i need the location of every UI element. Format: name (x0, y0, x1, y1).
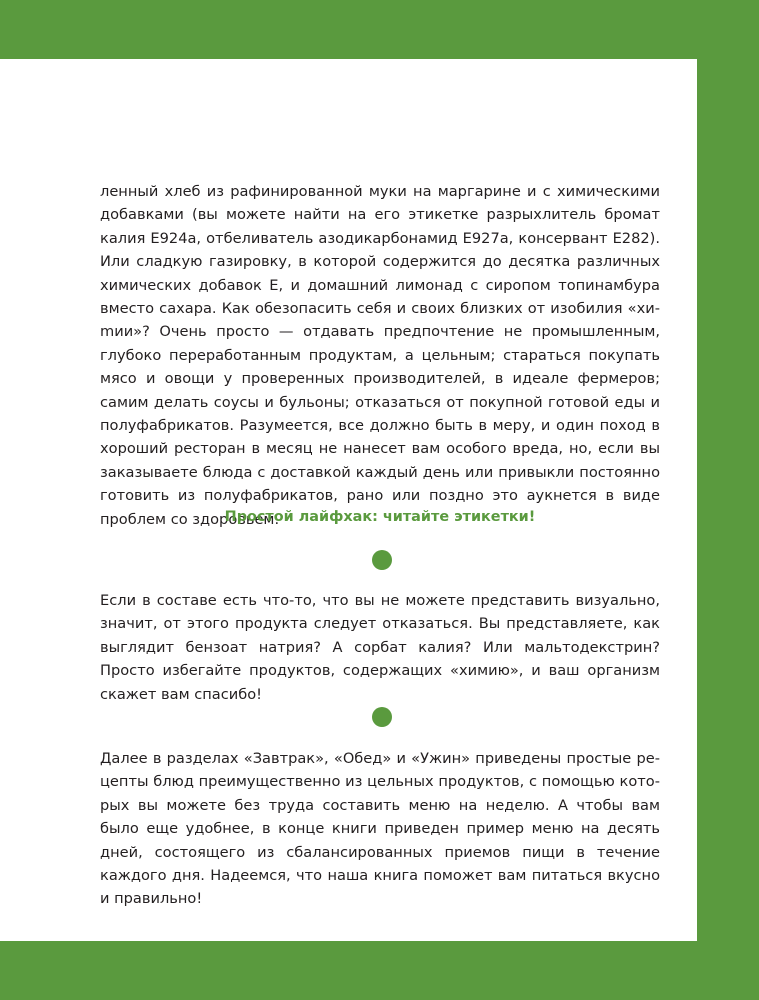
body-paragraph-1: ленный хлеб из рафинированной муки на маргарине и с химическими добавками (вы можете найти на его этикетке разрыхлитель бромат калия E924a, отбеливатель азодикарбонамид E927a, консервант E282). Или сладкую газировку, в которой содержится до десятка различных химических добавок Е, и домашний лимонад с сиропом топинамбура вместо сахара. Как обезопасить себя и своих близких от изобилия «хиmии»? Очень просто — отдавать предпочтение не промышленным, глубоко переработанным продуктам, а цельным; стараться покупать мясо и овощи у проверенных производителей, в идеале фермеров; самим делать соусы и бульоны; отказаться от покупной готовой еды и полуфабрикатов. Разумеется, все должно быть в меру, и один поход в хороший ресторан в месяц не нанесет вам особого вреда, но, если вы заказываете блюда с доставкой каждый день или привыкли постоянно готовить из полуфабрикатов, рано или поздно это аукнется в виде проблем со здоровьем. (100, 183, 660, 528)
body-paragraph-3: Далее в разделах «Завтрак», «Обед» и «Ужин» приведены простые рецепты блюд преимущественно из цельных продуктов, с помощью которых вы можете без труда составить меню на неделю. А чтобы вам было еще удобнее, в конце книги приведен пример меню на десять дней, состоящего из сбалансированных приемов пищи в течение каждого дня. Надеемся, что наша книга поможет вам питаться вкусно и правильно! (100, 750, 660, 908)
separator-dot-icon (372, 550, 392, 570)
separator-dot-icon (372, 707, 392, 727)
section-heading: Простой лайфхак: читайте этикетки! (224, 509, 536, 525)
body-paragraph-2: Если в составе есть что-то, что вы не можете представить визуально, значит, от этого продукта следует отказаться. Вы представляете, как выглядит бензоат натрия? А сорбат калия? Или мальтодекстрин? Просто избегайте продуктов, содержащих «химию», и ваш организм скажет вам спасибо! (100, 592, 660, 703)
page-sheet (0, 59, 697, 941)
